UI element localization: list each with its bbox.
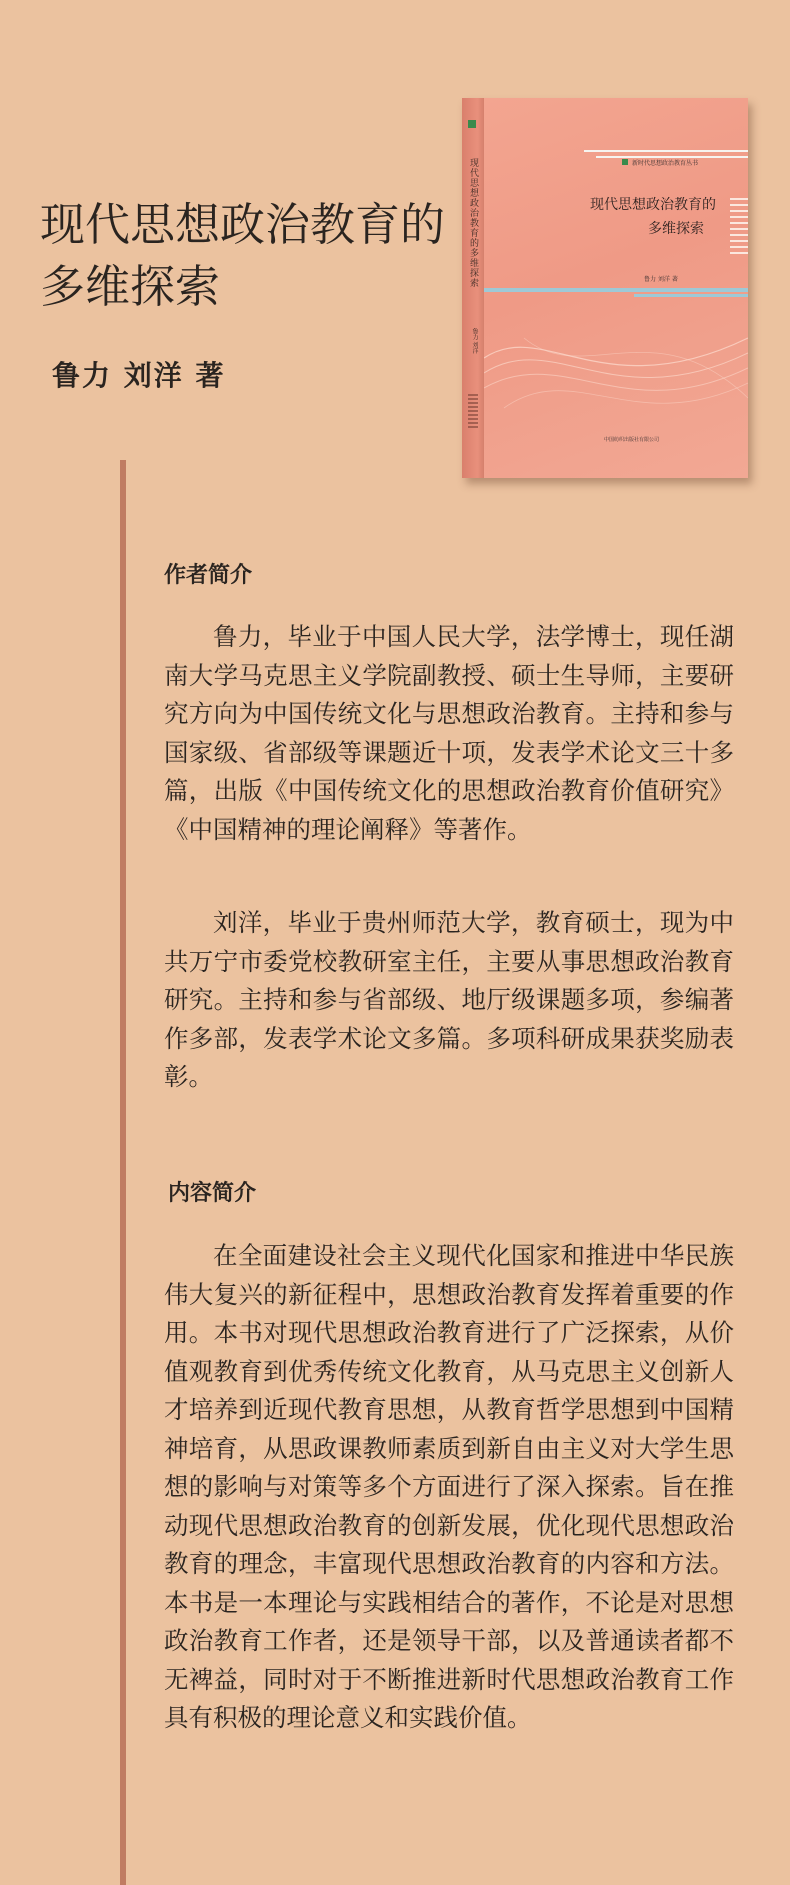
series-logo-icon (622, 159, 628, 165)
cover-stripes (730, 198, 748, 254)
cover-blue-band (634, 294, 748, 297)
content-intro-heading: 内容简介 (168, 1180, 257, 1206)
book-front-cover (484, 98, 748, 478)
publisher-logo-mark (468, 120, 476, 128)
cover-title (590, 193, 716, 241)
cover-title-line-1: 现代思想政治教育的 (590, 197, 716, 213)
author-intro-heading: 作者简介 (164, 562, 253, 588)
cover-publisher: 中国纺织出版社有限公司 (604, 437, 660, 443)
cover-decor-band (584, 150, 748, 152)
book-spine (462, 98, 484, 478)
spine-title: 现代思想政治教育的多维探索 (468, 158, 478, 288)
spine-publisher-mark (468, 394, 478, 430)
cover-wave-graphic (484, 298, 748, 478)
spine-authors: 鲁力 刘洋 (471, 328, 478, 354)
author-intro-paragraph-1: 鲁力，毕业于中国人民大学，法学博士，现任湖南大学马克思主义学院副教授、硕士生导师，主要研究方向为中国传统文化与思想政治教育。主持和参与国家级、省部级等课题近十项，发表学术论文三十多篇，出版《中国传统文化的思想政治教育价值研究》《中国精神的理论阐释》等著作。 (164, 622, 734, 844)
authors: 鲁力 刘洋 著 (52, 359, 226, 392)
cover-title-line-2: 多维探索 (648, 221, 704, 237)
cover-series-name: 新时代思想政治教育丛书 (632, 160, 699, 167)
cover-authors: 鲁力 刘洋 著 (644, 276, 678, 283)
content-intro-paragraph: 在全面建设社会主义现代化国家和推进中华民族伟大复兴的新征程中，思想政治教育发挥着重要的作用。本书对现代思想政治教育进行了广泛探索，从价值观教育到优秀传统文化教育，从马克思主义创新人才培养到近现代教育思想，从教育哲学思想到中国精神培育，从思政课教师素质到新自由主义对大学生思想的影响与对策等多个方面进行了深入探索。旨在推动现代思想政治教育的创新发展，优化现代思想政治教育的理念，丰富现代思想政治教育的内容和方法。本书是一本理论与实践相结合的著作，不论是对思想政治教育工作者，还是领导干部，以及普通读者都不无裨益，同时对于不断推进新时代思想政治教育工作具有积极的理论意义和实践价值。 (164, 1241, 734, 1732)
title-line-1: 现代思想政治教育的 (40, 198, 446, 251)
title-line-2: 多维探索 (40, 260, 221, 313)
book-cover-image (462, 98, 748, 478)
decorative-vertical-line (120, 460, 126, 1885)
page-title (40, 194, 445, 318)
author-intro-paragraph-2: 刘洋，毕业于贵州师范大学，教育硕士，现为中共万宁市委党校教研室主任，主要从事思想政治教育研究。主持和参与省部级、地厅级课题多项，参编著作多部，发表学术论文多篇。多项科研成果获奖励表彰。 (164, 908, 734, 1091)
cover-blue-band (484, 288, 748, 292)
